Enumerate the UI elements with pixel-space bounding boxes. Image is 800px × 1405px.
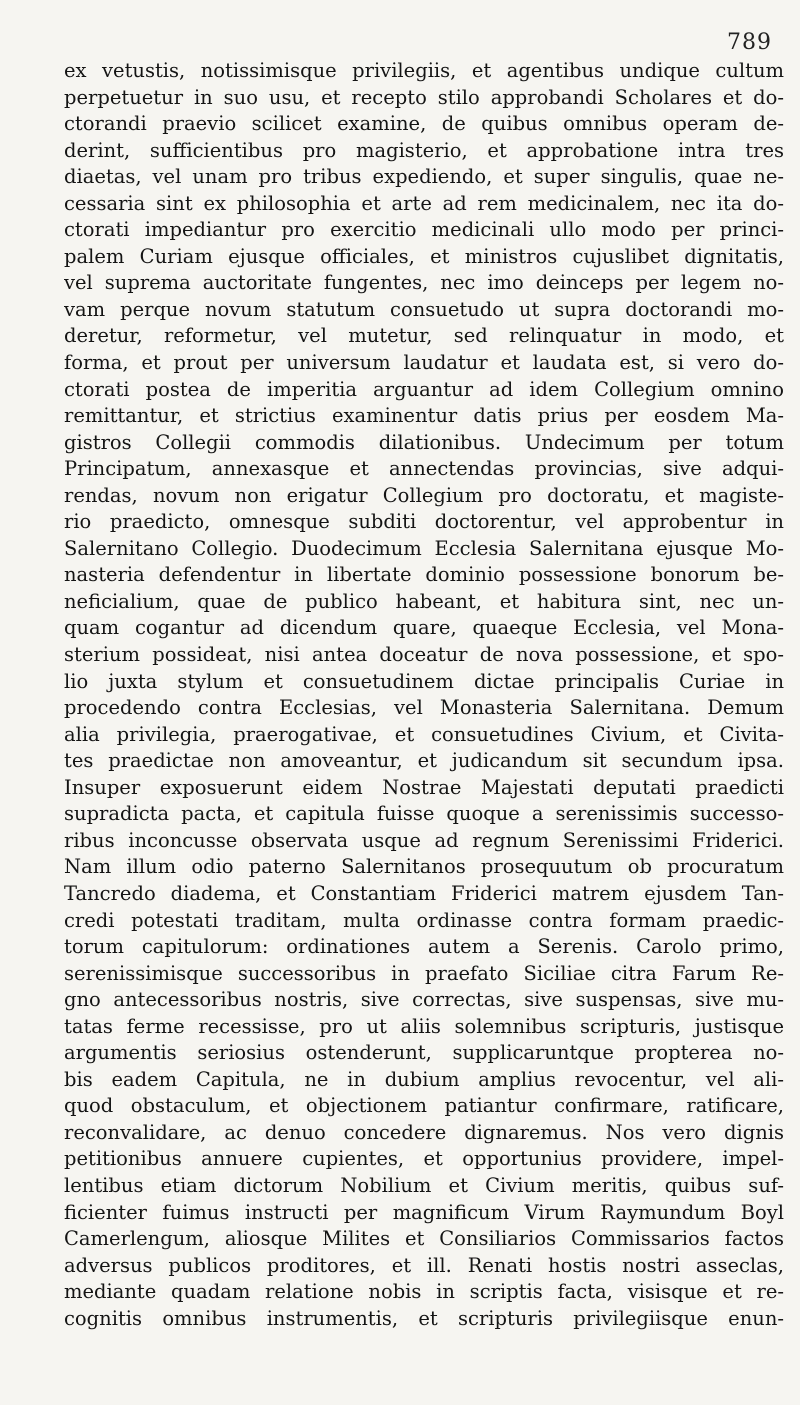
text-line: Nam illum odio paterno Salernitanos prosequutum ob procuratum — [64, 855, 784, 879]
text-line: lio juxta stylum et consuetudinem dictae principalis Curiae in — [64, 669, 784, 693]
text-line: tatas ferme recessisse, pro ut aliis solemnibus scripturis, justisque — [64, 1014, 784, 1038]
text-line: gistros Collegii commodis dilationibus. Undecimum per totum — [64, 430, 784, 454]
text-line: lentibus etiam dictorum Nobilium et Civium meritis, quibus suf- — [64, 1173, 784, 1197]
text-line: vam perque novum statutum consuetudo ut supra doctorandi mo- — [64, 297, 784, 321]
text-line: quod obstaculum, et objectionem patiantur confirmare, ratificare, — [64, 1094, 784, 1118]
text-line: ribus inconcusse observata usque ad regnum Serenissimi Friderici. — [64, 828, 784, 852]
text-line: deretur, reformetur, vel mutetur, sed relinquatur in modo, et — [64, 324, 784, 348]
text-line: ficienter fuimus instructi per magnificum Virum Raymundum Boyl — [64, 1200, 784, 1224]
text-line: petitionibus annuere cupientes, et opportunius providere, impel- — [64, 1147, 784, 1171]
text-line: adversus publicos proditores, et ill. Renati hostis nostri asseclas, — [64, 1253, 784, 1277]
text-line: remittantur, et strictius examinentur datis prius per eosdem Ma- — [64, 404, 784, 428]
text-line: Tancredo diadema, et Constantiam Friderici matrem ejusdem Tan- — [64, 881, 784, 905]
text-line: ctorandi praevio scilicet examine, de quibus omnibus operam de- — [64, 112, 784, 136]
text-line: reconvalidare, ac denuo concedere dignaremus. Nos vero dignis — [64, 1120, 784, 1144]
text-line: mediante quadam relatione nobis in scriptis facta, visisque et re- — [64, 1280, 784, 1304]
text-line: perpetuetur in suo usu, et recepto stilo approbandi Scholares et do- — [64, 85, 784, 109]
text-line: argumentis seriosius ostenderunt, supplicaruntque propterea no- — [64, 1041, 784, 1065]
text-line: ctorati impediantur pro exercitio medicinali ullo modo per princi- — [64, 218, 784, 242]
text-line: serenissimisque successoribus in praefato Siciliae citra Farum Re- — [64, 961, 784, 985]
text-line: sterium possideat, nisi antea doceatur de nova possessione, et spo- — [64, 643, 784, 667]
text-line: diaetas, vel unam pro tribus expediendo, et super singulis, quae ne- — [64, 165, 784, 189]
text-line: gno antecessoribus nostris, sive correctas, sive suspensas, sive mu- — [64, 988, 784, 1012]
page-number: 789 — [727, 30, 772, 55]
text-line: Insuper exposuerunt eidem Nostrae Majestati deputati praedicti — [64, 775, 784, 799]
text-line: alia privilegia, praerogativae, et consuetudines Civium, et Civita- — [64, 722, 784, 746]
text-line: cognitis omnibus instrumentis, et scripturis privilegiisque enun- — [64, 1306, 784, 1330]
text-line: supradicta pacta, et capitula fuisse quoque a serenissimis successo- — [64, 802, 784, 826]
text-line: Salernitano Collegio. Duodecimum Ecclesia Salernitana ejusque Mo- — [64, 536, 784, 560]
text-line: tes praedictae non amoveantur, et judicandum sit secundum ipsa. — [64, 749, 784, 773]
text-line: neficialium, quae de publico habeant, et habitura sint, nec un- — [64, 589, 784, 613]
text-line: rio praedicto, omnesque subditi doctorentur, vel approbentur in — [64, 510, 784, 534]
text-line: ctorati postea de imperitia arguantur ad idem Collegium omnino — [64, 377, 784, 401]
text-line: ex vetustis, notissimisque privilegiis, et agentibus undique cultum — [64, 59, 784, 82]
text-line: vel suprema auctoritate fungentes, nec imo deinceps per legem no- — [64, 271, 784, 295]
text-line: nasteria defendentur in libertate dominio possessione bonorum be- — [64, 563, 784, 587]
text-line: palem Curiam ejusque officiales, et ministros cujuslibet dignitatis, — [64, 244, 784, 268]
text-line: procedendo contra Ecclesias, vel Monasteria Salernitana. Demum — [64, 696, 784, 720]
text-line: rendas, novum non erigatur Collegium pro doctoratu, et magiste- — [64, 483, 784, 507]
text-line: Camerlengum, aliosque Milites et Consiliarios Commissarios factos — [64, 1227, 784, 1251]
text-line: credi potestati traditam, multa ordinasse contra formam praedic- — [64, 908, 784, 932]
text-line: Principatum, annexasque et annectendas provincias, sive adqui- — [64, 457, 784, 481]
text-line: derint, sufficientibus pro magisterio, et approbatione intra tres — [64, 138, 784, 162]
text-line: cessaria sint ex philosophia et arte ad rem medicinalem, nec ita do- — [64, 191, 784, 215]
text-line: bis eadem Capitula, ne in dubium amplius revocentur, vel ali- — [64, 1067, 784, 1091]
text-line: quam cogantur ad dicendum quare, quaeque Ecclesia, vel Mona- — [64, 616, 784, 640]
text-line: torum capitulorum: ordinationes autem a Serenis. Carolo primo, — [64, 935, 784, 959]
body-text — [64, 58, 784, 1332]
text-line: forma, et prout per universum laudatur et laudata est, si vero do- — [64, 351, 784, 375]
